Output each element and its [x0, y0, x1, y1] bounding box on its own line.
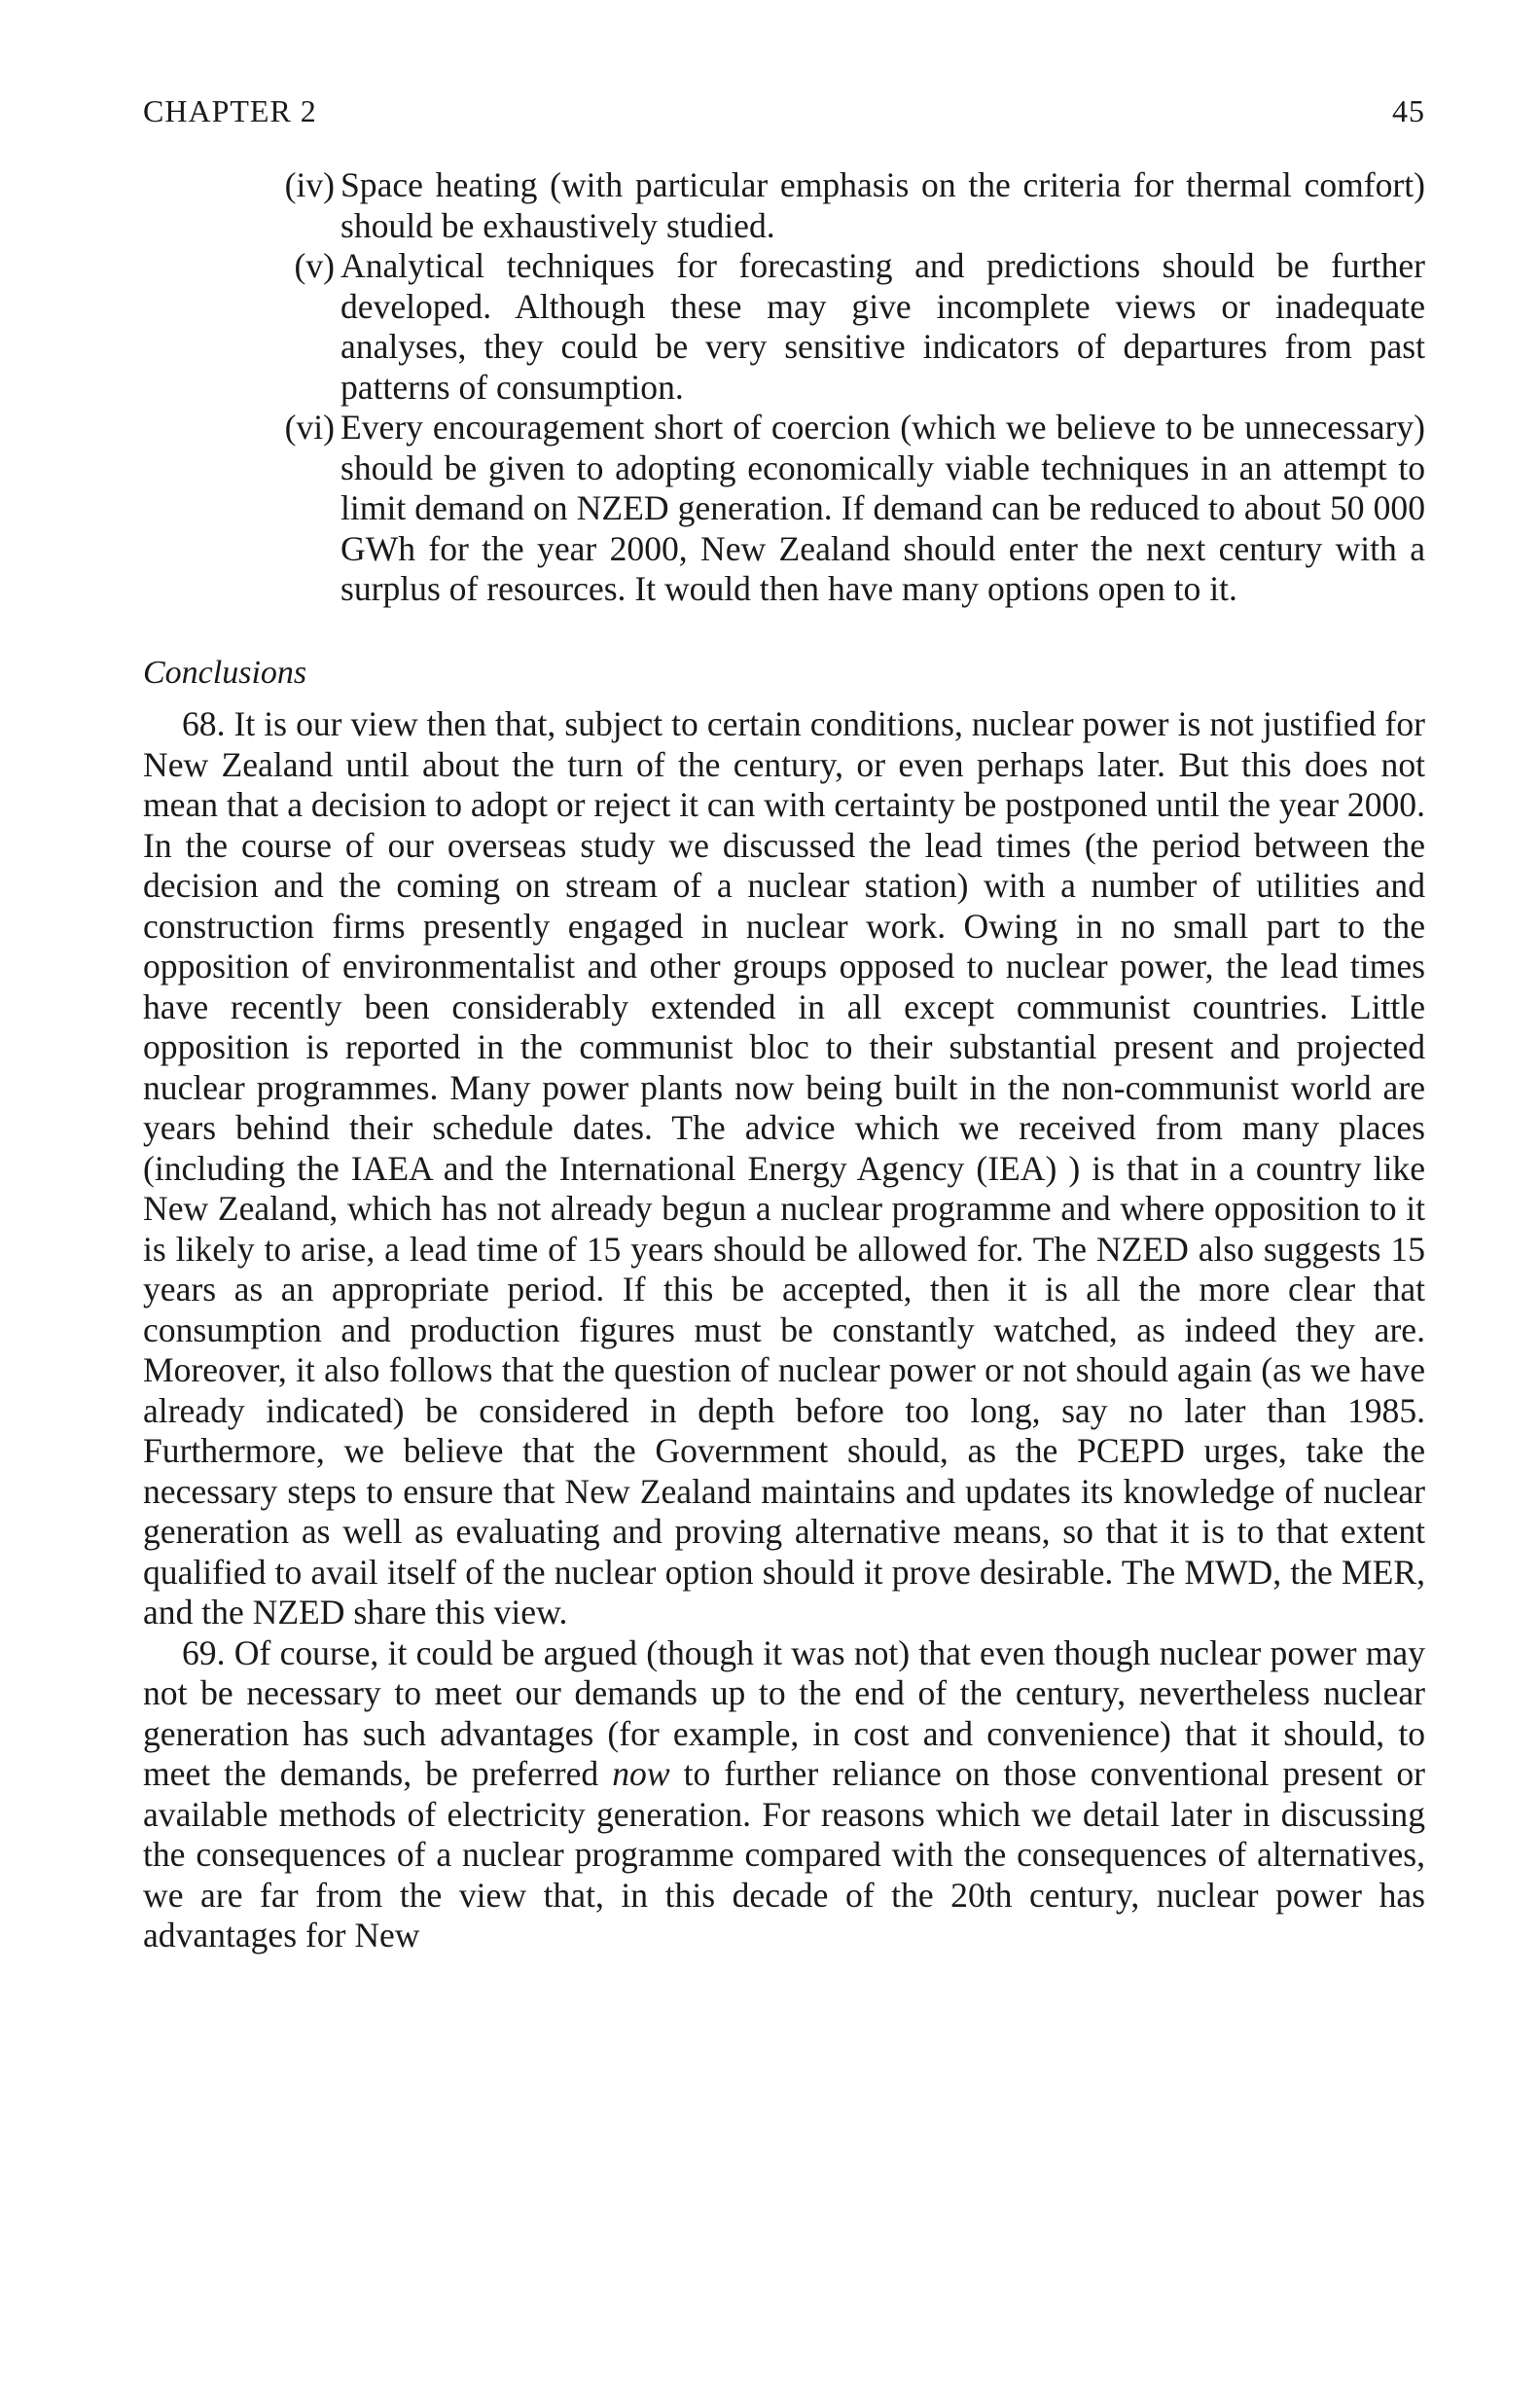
list-item	[284, 165, 1425, 246]
list-item-number: (iv)	[284, 165, 335, 204]
page-number: 45	[1392, 93, 1425, 128]
chapter-label: CHAPTER 2	[143, 93, 317, 128]
section-heading: Conclusions	[143, 654, 307, 691]
list-item-number: (v)	[294, 246, 335, 285]
body-text	[143, 165, 1425, 1956]
list-item-text: Space heating (with particular emphasis on the criteria for thermal comfort) should be exhaustively studied.	[340, 165, 1425, 245]
paragraph-69-text-before: 69. Of course, it could be argued (though it was not) that even though nuclear power may not be necessary to meet our demands up to the end of the century, nevertheless nuclear generation has such advantages (for example, in cost and convenience) that it should, to meet the demands, be preferred	[143, 1632, 1425, 1793]
paragraph-69-emphasis: now	[612, 1754, 670, 1793]
paragraph-69-text-after: to further reliance on those conventional present or available methods of electricity generation. For reasons which we detail later in discussing the consequences of a nuclear programme compared with the consequences of alternatives, we are far from the view that, in this decade of the 20th century, nuclear power has advantages for New	[143, 1754, 1425, 1954]
list-item	[284, 408, 1425, 610]
list-item-text: Every encouragement short of coercion (which we believe to be unnecessary) should be given to adopting economically viable techniques in an attempt to limit demand on NZED generation. If demand can be reduced to about 50 000 GWh for the year 2000, New Zealand should enter the next century with a surplus of resources. It would then have many options open to it.	[340, 408, 1425, 608]
paragraph-69	[143, 1633, 1425, 1956]
paragraph-68: 68. It is our view then that, subject to certain conditions, nuclear power is not justified for New Zealand until about the turn of the century, or even perhaps later. But this does not mean that a decision to adopt or reject it can with certainty be postponed until the year 2000. In the course of our overseas study we discussed the lead times (the period between the decision and the coming on stream of a nuclear station) with a number of utilities and construction firms presently engaged in nuclear work. Owing in no small part to the opposition of environmentalist and other groups opposed to nuclear power, the lead times have recently been considerably extended in all except communist countries. Little opposition is reported in the communist bloc to their substantial present and projected nuclear programmes. Many power plants now being built in the non-communist world are years behind their schedule dates. The advice which we received from many places (including the IAEA and the International Energy Agency (IEA) ) is that in a country like New Zealand, which has not already begun a nuclear programme and where opposition to it is likely to arise, a lead time of 15 years should be allowed for. The NZED also suggests 15 years as an appropriate period. If this be accepted, then it is all the more clear that consumption and production figures must be constantly watched, as indeed they are. Moreover, it also follows that the question of nuclear power or not should again (as we have already indicated) be considered in depth before too long, say no later than 1985. Furthermore, we believe that the Government should, as the PCEPD urges, take the necessary steps to ensure that New Zealand maintains and updates its knowledge of nuclear generation as well as evaluating and proving alternative means, so that it is to that extent qualified to avail itself of the nuclear option should it prove desirable. The MWD, the MER, and the NZED share this view.	[143, 704, 1425, 1631]
list-item-text: Analytical techniques for forecasting and predictions should be further developed. Although these may give incomplete views or inadequate analyses, they could be very sensitive indicators of departures from past patterns of consumption.	[340, 246, 1425, 407]
running-header	[143, 93, 1425, 129]
list-item	[294, 246, 1425, 408]
list-item-number: (vi)	[284, 408, 335, 447]
